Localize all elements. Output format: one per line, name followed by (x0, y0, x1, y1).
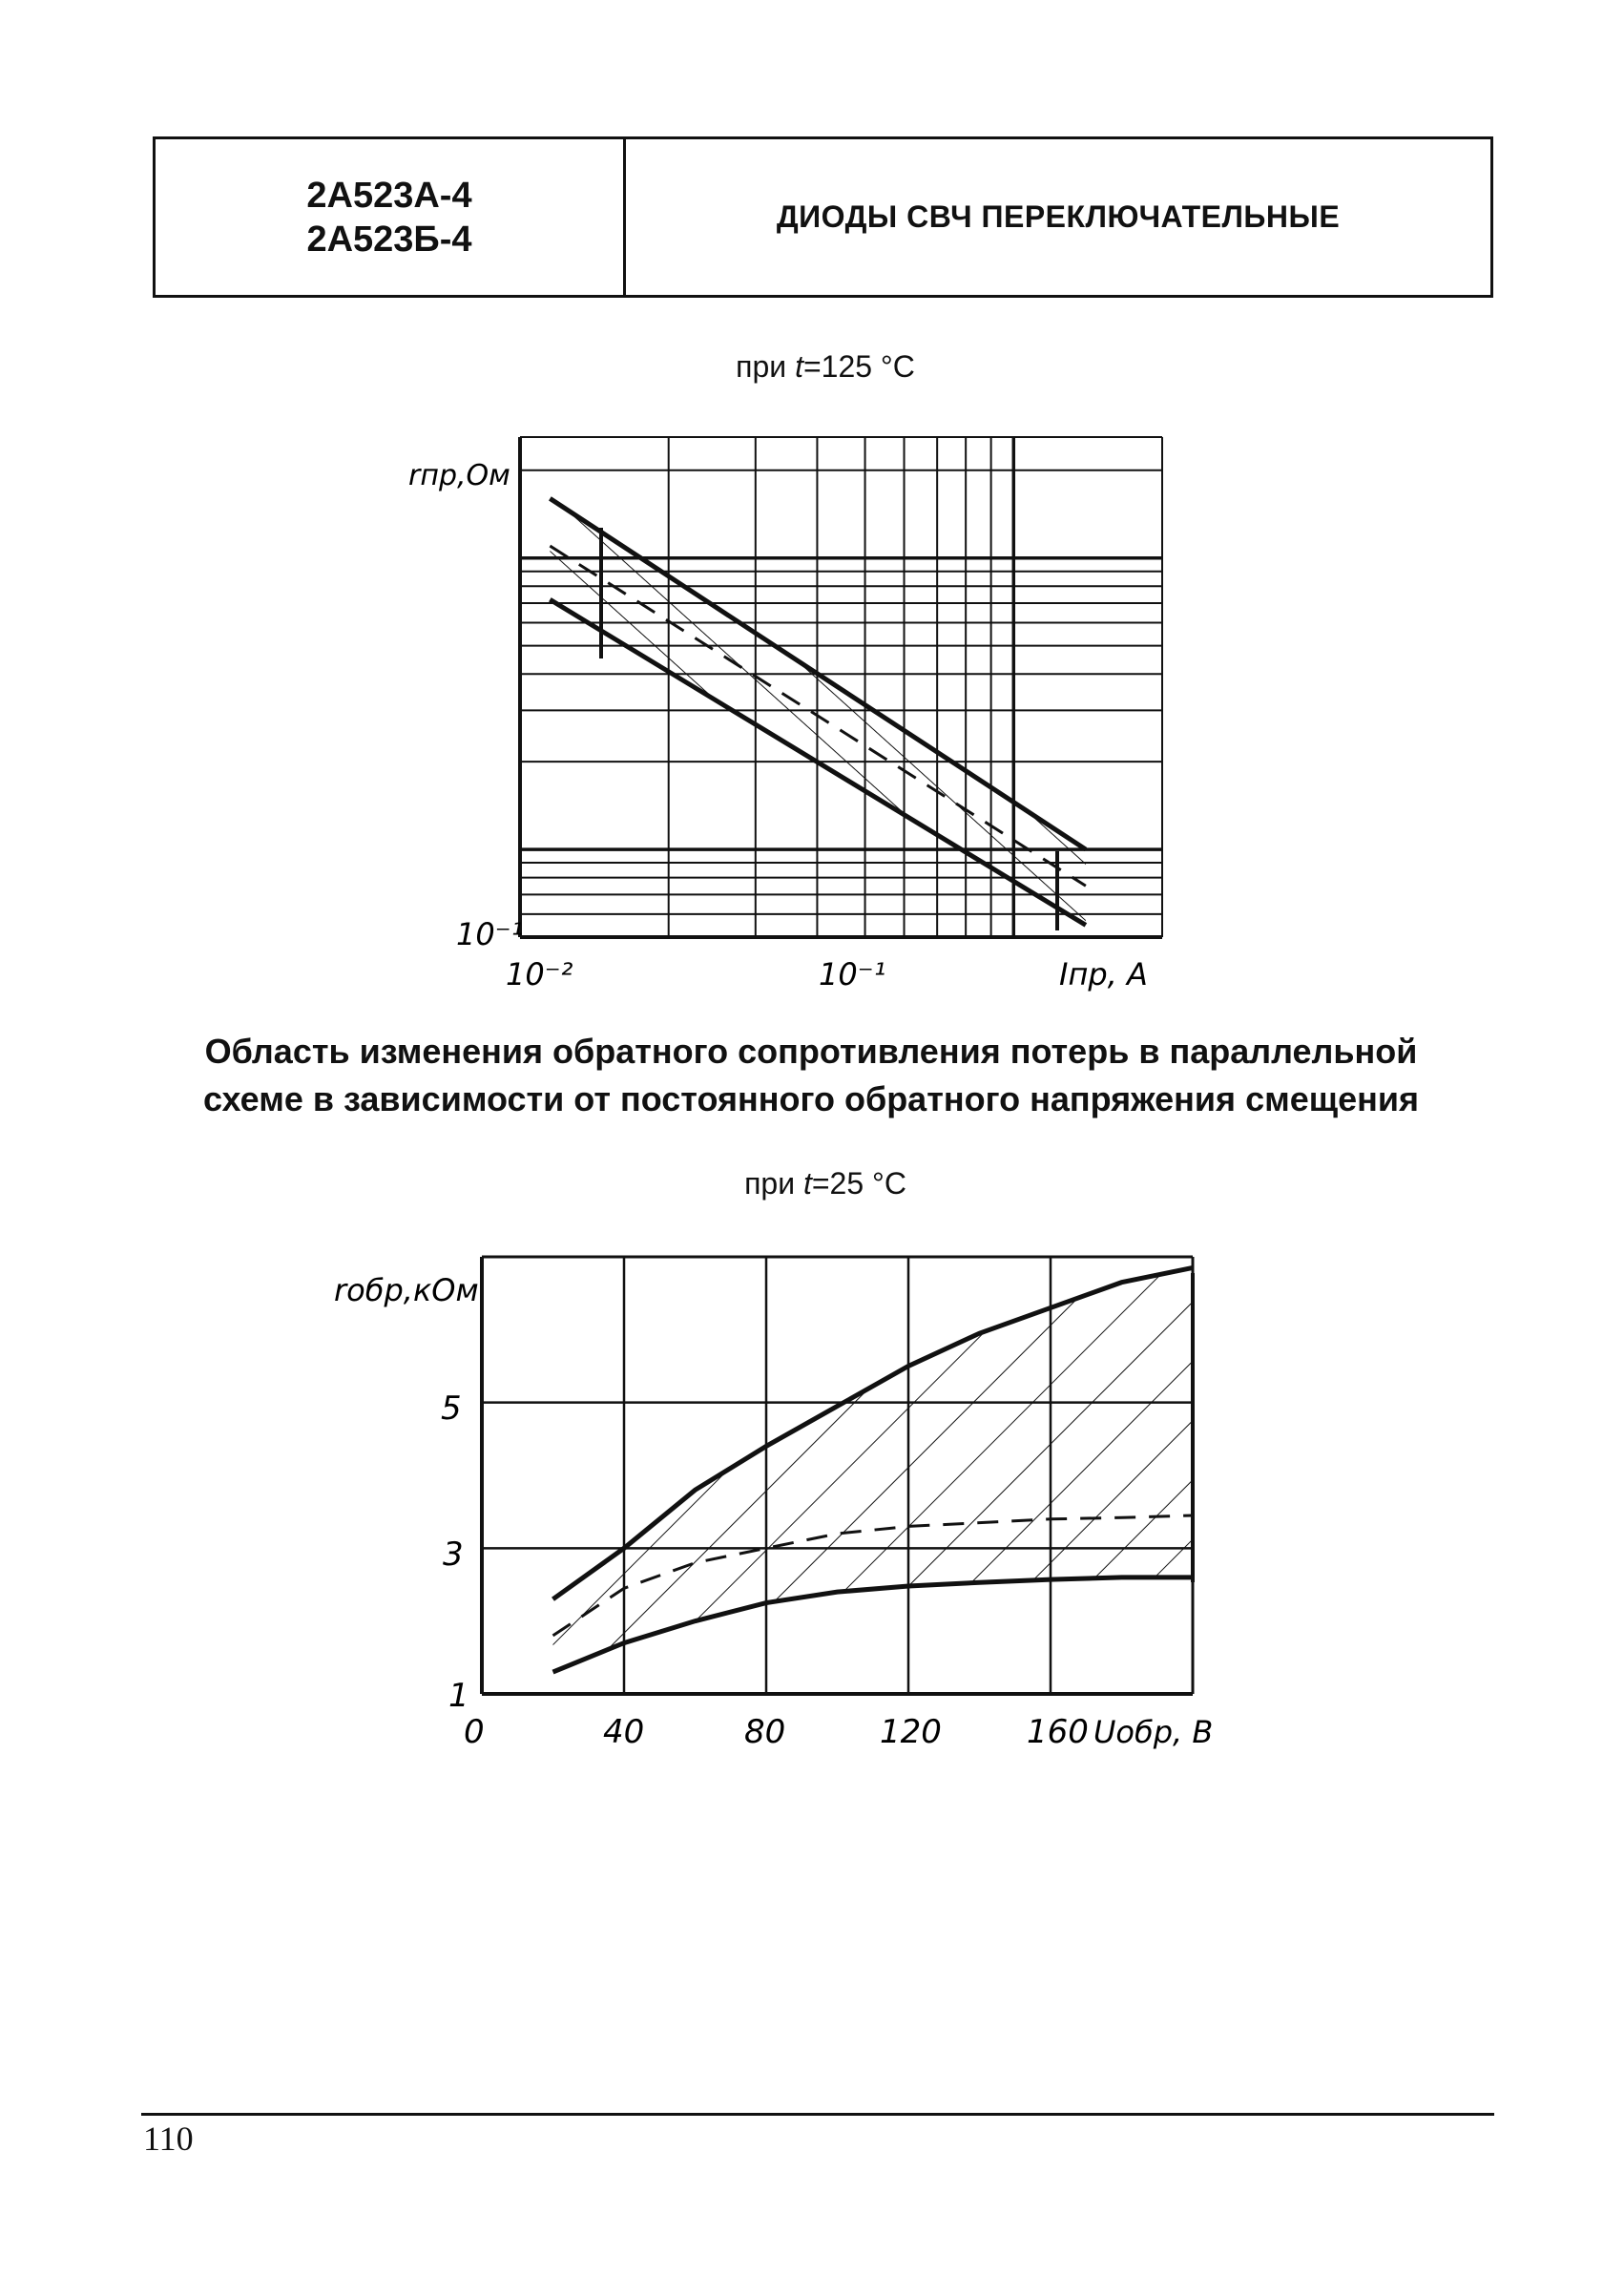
chart2-ytick-1: 1 (448, 1677, 469, 1715)
chart2-band (553, 1267, 1194, 1672)
caption-line-2: схеме в зависимости от постоянного обратного напряжения смещения (202, 1079, 1420, 1118)
page-number: 110 (143, 2120, 194, 2158)
caption-line-1: Область изменения обратного сопротивления потерь в параллельной (204, 1032, 1418, 1071)
chart2-xtick-160: 160 (1027, 1713, 1089, 1751)
chart2-ylabel: rобр,кОм (334, 1272, 479, 1308)
chart2-lower-line (553, 1577, 1194, 1672)
chart2-ytick-3: 3 (443, 1535, 464, 1574)
chart2-typical-line (553, 1515, 1194, 1636)
model-cell (156, 139, 626, 295)
chart1-xtick-1: 10⁻¹ (819, 956, 886, 992)
chart1-cond-value: =125 °C (802, 349, 915, 384)
chart2-xtick-80: 80 (744, 1713, 786, 1751)
chart1-xtick-0: 10⁻² (506, 956, 573, 992)
chart2-cond-value: =25 °C (811, 1166, 906, 1201)
chart1-band (550, 498, 1085, 925)
chart1-ylabel: rпр,Ом (408, 459, 510, 492)
chart2-xtick-120: 120 (880, 1713, 942, 1751)
chart1-condition (635, 349, 1016, 385)
header-box (153, 136, 1493, 298)
chart1-upper-line (550, 498, 1085, 849)
chart2-condition (635, 1166, 1016, 1201)
model-a: 2А523А-4 (306, 175, 472, 216)
chart1-lower-line (550, 599, 1085, 925)
chart1-ytick-bottom: 10⁻¹ (456, 916, 524, 952)
chart2-upper-line (553, 1267, 1194, 1598)
chart1-cond-prefix: при (736, 349, 796, 384)
chart2-caption (143, 1028, 1479, 1123)
chart2-xlabel: Uобр, В (1093, 1714, 1214, 1750)
model-b: 2А523Б-4 (306, 219, 472, 260)
chart2-xtick-40: 40 (603, 1713, 645, 1751)
chart2-grid (482, 1257, 1193, 1694)
title-cell (626, 139, 1490, 295)
chart2-xtick-0: 0 (464, 1713, 485, 1751)
chart2-cond-var: t (802, 1166, 812, 1201)
chart1-cond-var: t (795, 349, 803, 384)
chart1-xlabel: Iпр, А (1059, 956, 1148, 992)
chart2-ytick-5: 5 (441, 1389, 462, 1428)
chart1-typical-line (550, 546, 1085, 886)
footer-rule (141, 2113, 1494, 2116)
chart1-grid (520, 437, 1162, 937)
doc-title: ДИОДЫ СВЧ ПЕРЕКЛЮЧАТЕЛЬНЫЕ (776, 199, 1341, 234)
chart2-cond-prefix: при (744, 1166, 803, 1201)
